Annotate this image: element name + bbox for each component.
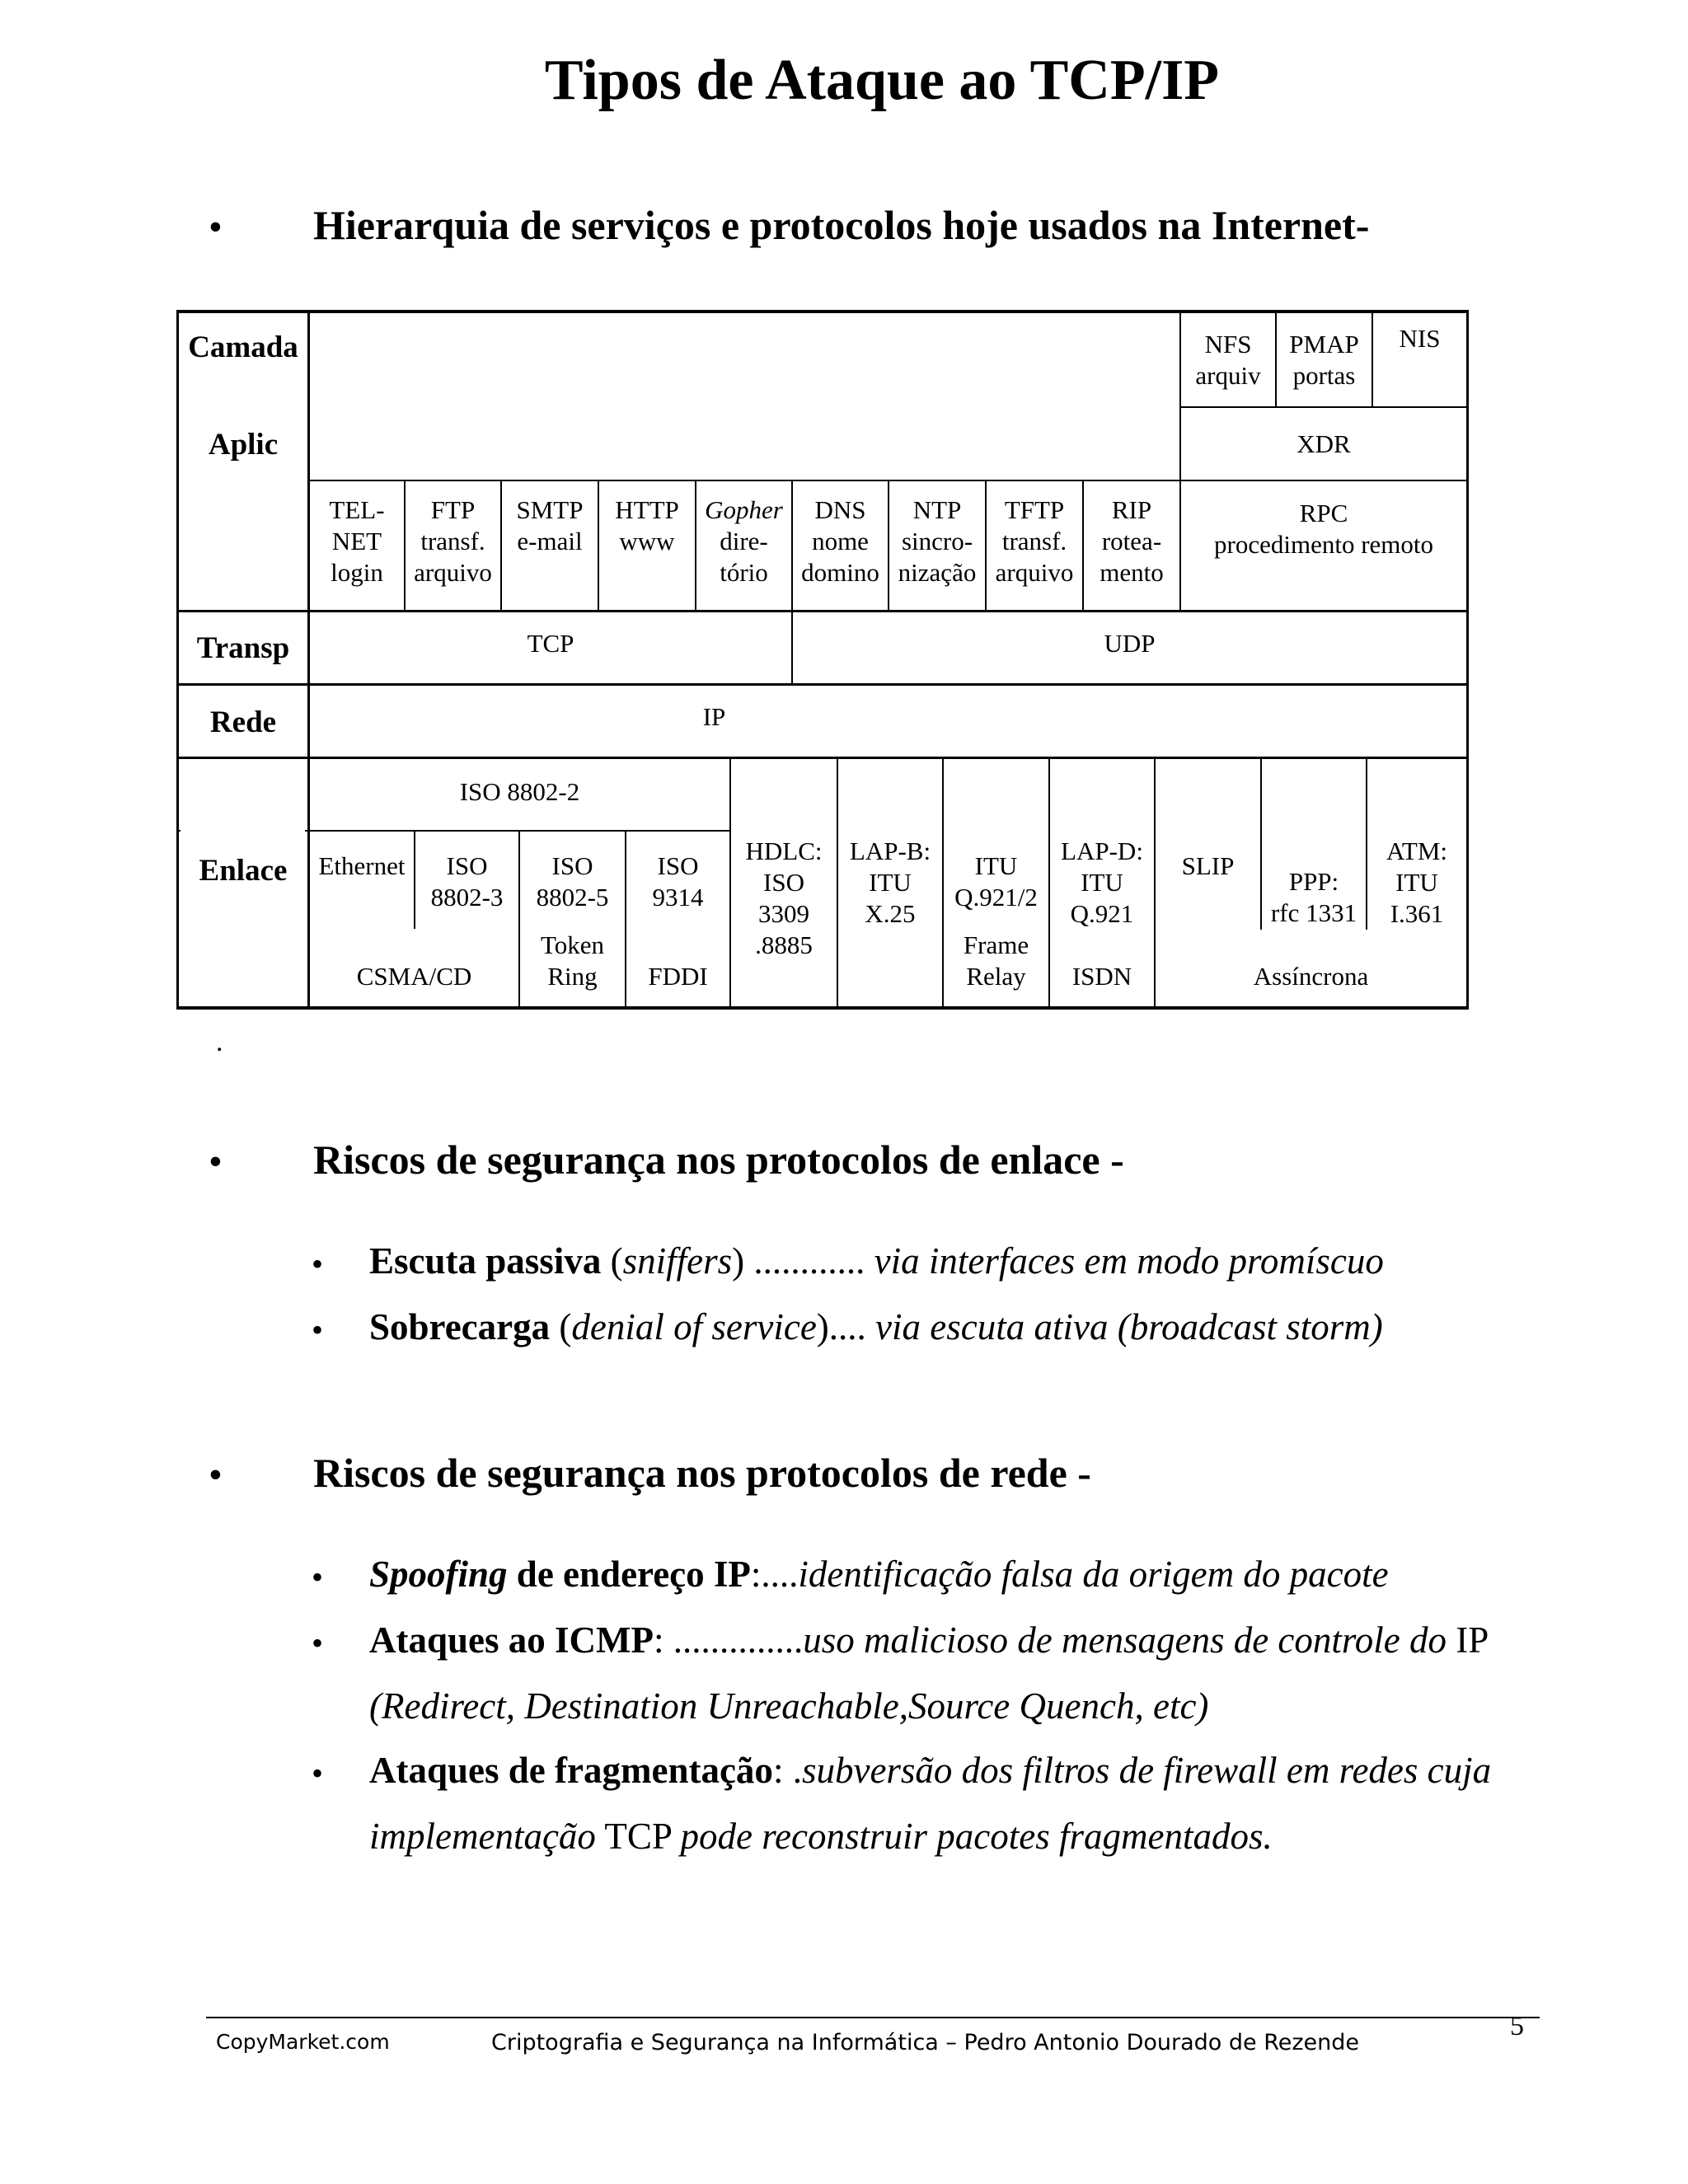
footer-site: CopyMarket.com xyxy=(216,2030,390,2054)
protocol-cell-slip: SLIP xyxy=(1181,851,1235,880)
layer-label-rede: Rede xyxy=(209,705,277,739)
risk-item-sobrecarga: Sobrecarga (denial of service).... via escuta ativa (broadcast storm) xyxy=(369,1306,1383,1347)
group-label-assincrona: Assíncrona xyxy=(1253,962,1369,991)
risk-item-icmp-continuation: (Redirect, Destination Unreachable,Source Quench, etc) xyxy=(369,1685,1209,1727)
risk-item-spoofing: Spoofing de endereço IP:....identificação falsa da origem do pacote xyxy=(369,1554,1389,1595)
footer-book-title: Criptografia e Segurança na Informática – Pedro Antonio Dourado de Rezende xyxy=(491,2030,1360,2055)
protocol-cell-udp: UDP xyxy=(1104,628,1156,658)
protocol-cell-nis: NIS xyxy=(1399,324,1441,353)
layer-label-transp: Transp xyxy=(196,631,290,665)
protocol-cell-ntp: NTP sincro- nização xyxy=(898,495,977,587)
group-label-isdn: ISDN xyxy=(1071,962,1132,991)
protocol-cell-rpc: RPC procedimento remoto xyxy=(1214,499,1433,559)
protocol-cell-xdr: XDR xyxy=(1296,429,1351,458)
risk-item-escuta-passiva: Escuta passiva (sniffers) ............ via interfaces em modo promíscuo xyxy=(369,1240,1384,1282)
protocol-cell-ppp: PPP: rfc 1331 xyxy=(1270,867,1357,927)
layer-label-camada: Camada xyxy=(188,330,298,364)
protocol-cell-telnet: TEL- NET login xyxy=(329,495,385,587)
protocol-cell-gopher: Gopher dire- tório xyxy=(705,495,783,587)
protocol-cell-tcp: TCP xyxy=(527,628,574,658)
layer-label-enlace: Enlace xyxy=(199,854,288,888)
section-bullet: • xyxy=(209,1453,223,1497)
page-title: Tipos de Ataque ao TCP/IP xyxy=(544,49,1220,112)
protocol-cell-iso88022: ISO 8802-2 xyxy=(459,777,580,806)
protocol-cell-hdlc: HDLC: ISO 3309 .8885 xyxy=(745,837,823,959)
group-label-token-ring: Token Ring xyxy=(540,930,605,991)
section-bullet: • xyxy=(209,1140,223,1183)
protocol-cell-iso88023: ISO 8802-3 xyxy=(430,851,504,912)
item-bullet: • xyxy=(312,1558,324,1596)
protocol-cell-dns: DNS nome domino xyxy=(801,495,879,587)
section-heading-hierarquia: Hierarquia de serviços e protocolos hoje usados na Internet- xyxy=(313,202,1370,248)
item-bullet: • xyxy=(312,1245,324,1282)
protocol-cell-http: HTTP www xyxy=(615,495,679,555)
item-bullet: • xyxy=(312,1311,324,1348)
group-label-fddi: FDDI xyxy=(648,962,708,991)
protocol-cell-smtp: SMTP e-mail xyxy=(516,495,584,555)
group-label-frame-relay: Frame Relay xyxy=(963,930,1029,991)
footer-divider xyxy=(206,2017,1540,2018)
protocol-cell-tftp: TFTP transf. arquivo xyxy=(995,495,1074,587)
protocol-cell-pmap: PMAP portas xyxy=(1289,329,1359,390)
risk-item-fragmentacao: Ataques de fragmentação: .subversão dos filtros de firewall em redes cuja xyxy=(369,1750,1492,1791)
protocol-cell-rip: RIP rotea- mento xyxy=(1100,495,1164,587)
protocol-cell-ip: IP xyxy=(702,701,726,731)
risk-item-fragmentacao-continuation: implementação TCP pode reconstruir pacotes fragmentados. xyxy=(369,1816,1273,1857)
section-bullet: • xyxy=(209,205,223,249)
item-bullet: • xyxy=(312,1755,324,1792)
section-heading-enlace: Riscos de segurança nos protocolos de enlace - xyxy=(313,1137,1124,1183)
protocol-cell-nfs: NFS arquiv xyxy=(1195,329,1261,390)
risk-item-icmp: Ataques ao ICMP: ..............uso malicioso de mensagens de controle do IP xyxy=(369,1619,1489,1661)
layer-label-aplic: Aplic xyxy=(208,428,279,462)
item-bullet: • xyxy=(312,1624,324,1661)
section-heading-rede: Riscos de segurança nos protocolos de rede - xyxy=(313,1450,1091,1496)
protocol-cell-ethernet: Ethernet xyxy=(318,851,406,880)
protocol-cell-lapd: LAP-D: ITU Q.921 xyxy=(1061,837,1143,928)
group-label-csmacd: CSMA/CD xyxy=(356,962,472,991)
protocol-cell-atm: ATM: ITU I.361 xyxy=(1386,837,1448,928)
protocol-cell-lapb: LAP-B: ITU X.25 xyxy=(849,837,931,928)
stray-dot: . xyxy=(216,1027,223,1057)
protocol-cell-iso88025: ISO 8802-5 xyxy=(536,851,609,912)
protocol-cell-itu-q9212: ITU Q.921/2 xyxy=(954,851,1038,912)
protocol-cell-iso9314: ISO 9314 xyxy=(652,851,704,912)
protocol-stack-diagram xyxy=(0,0,1688,1022)
protocol-cell-ftp: FTP transf. arquivo xyxy=(414,495,492,587)
page-number: 5 xyxy=(1510,2011,1524,2041)
